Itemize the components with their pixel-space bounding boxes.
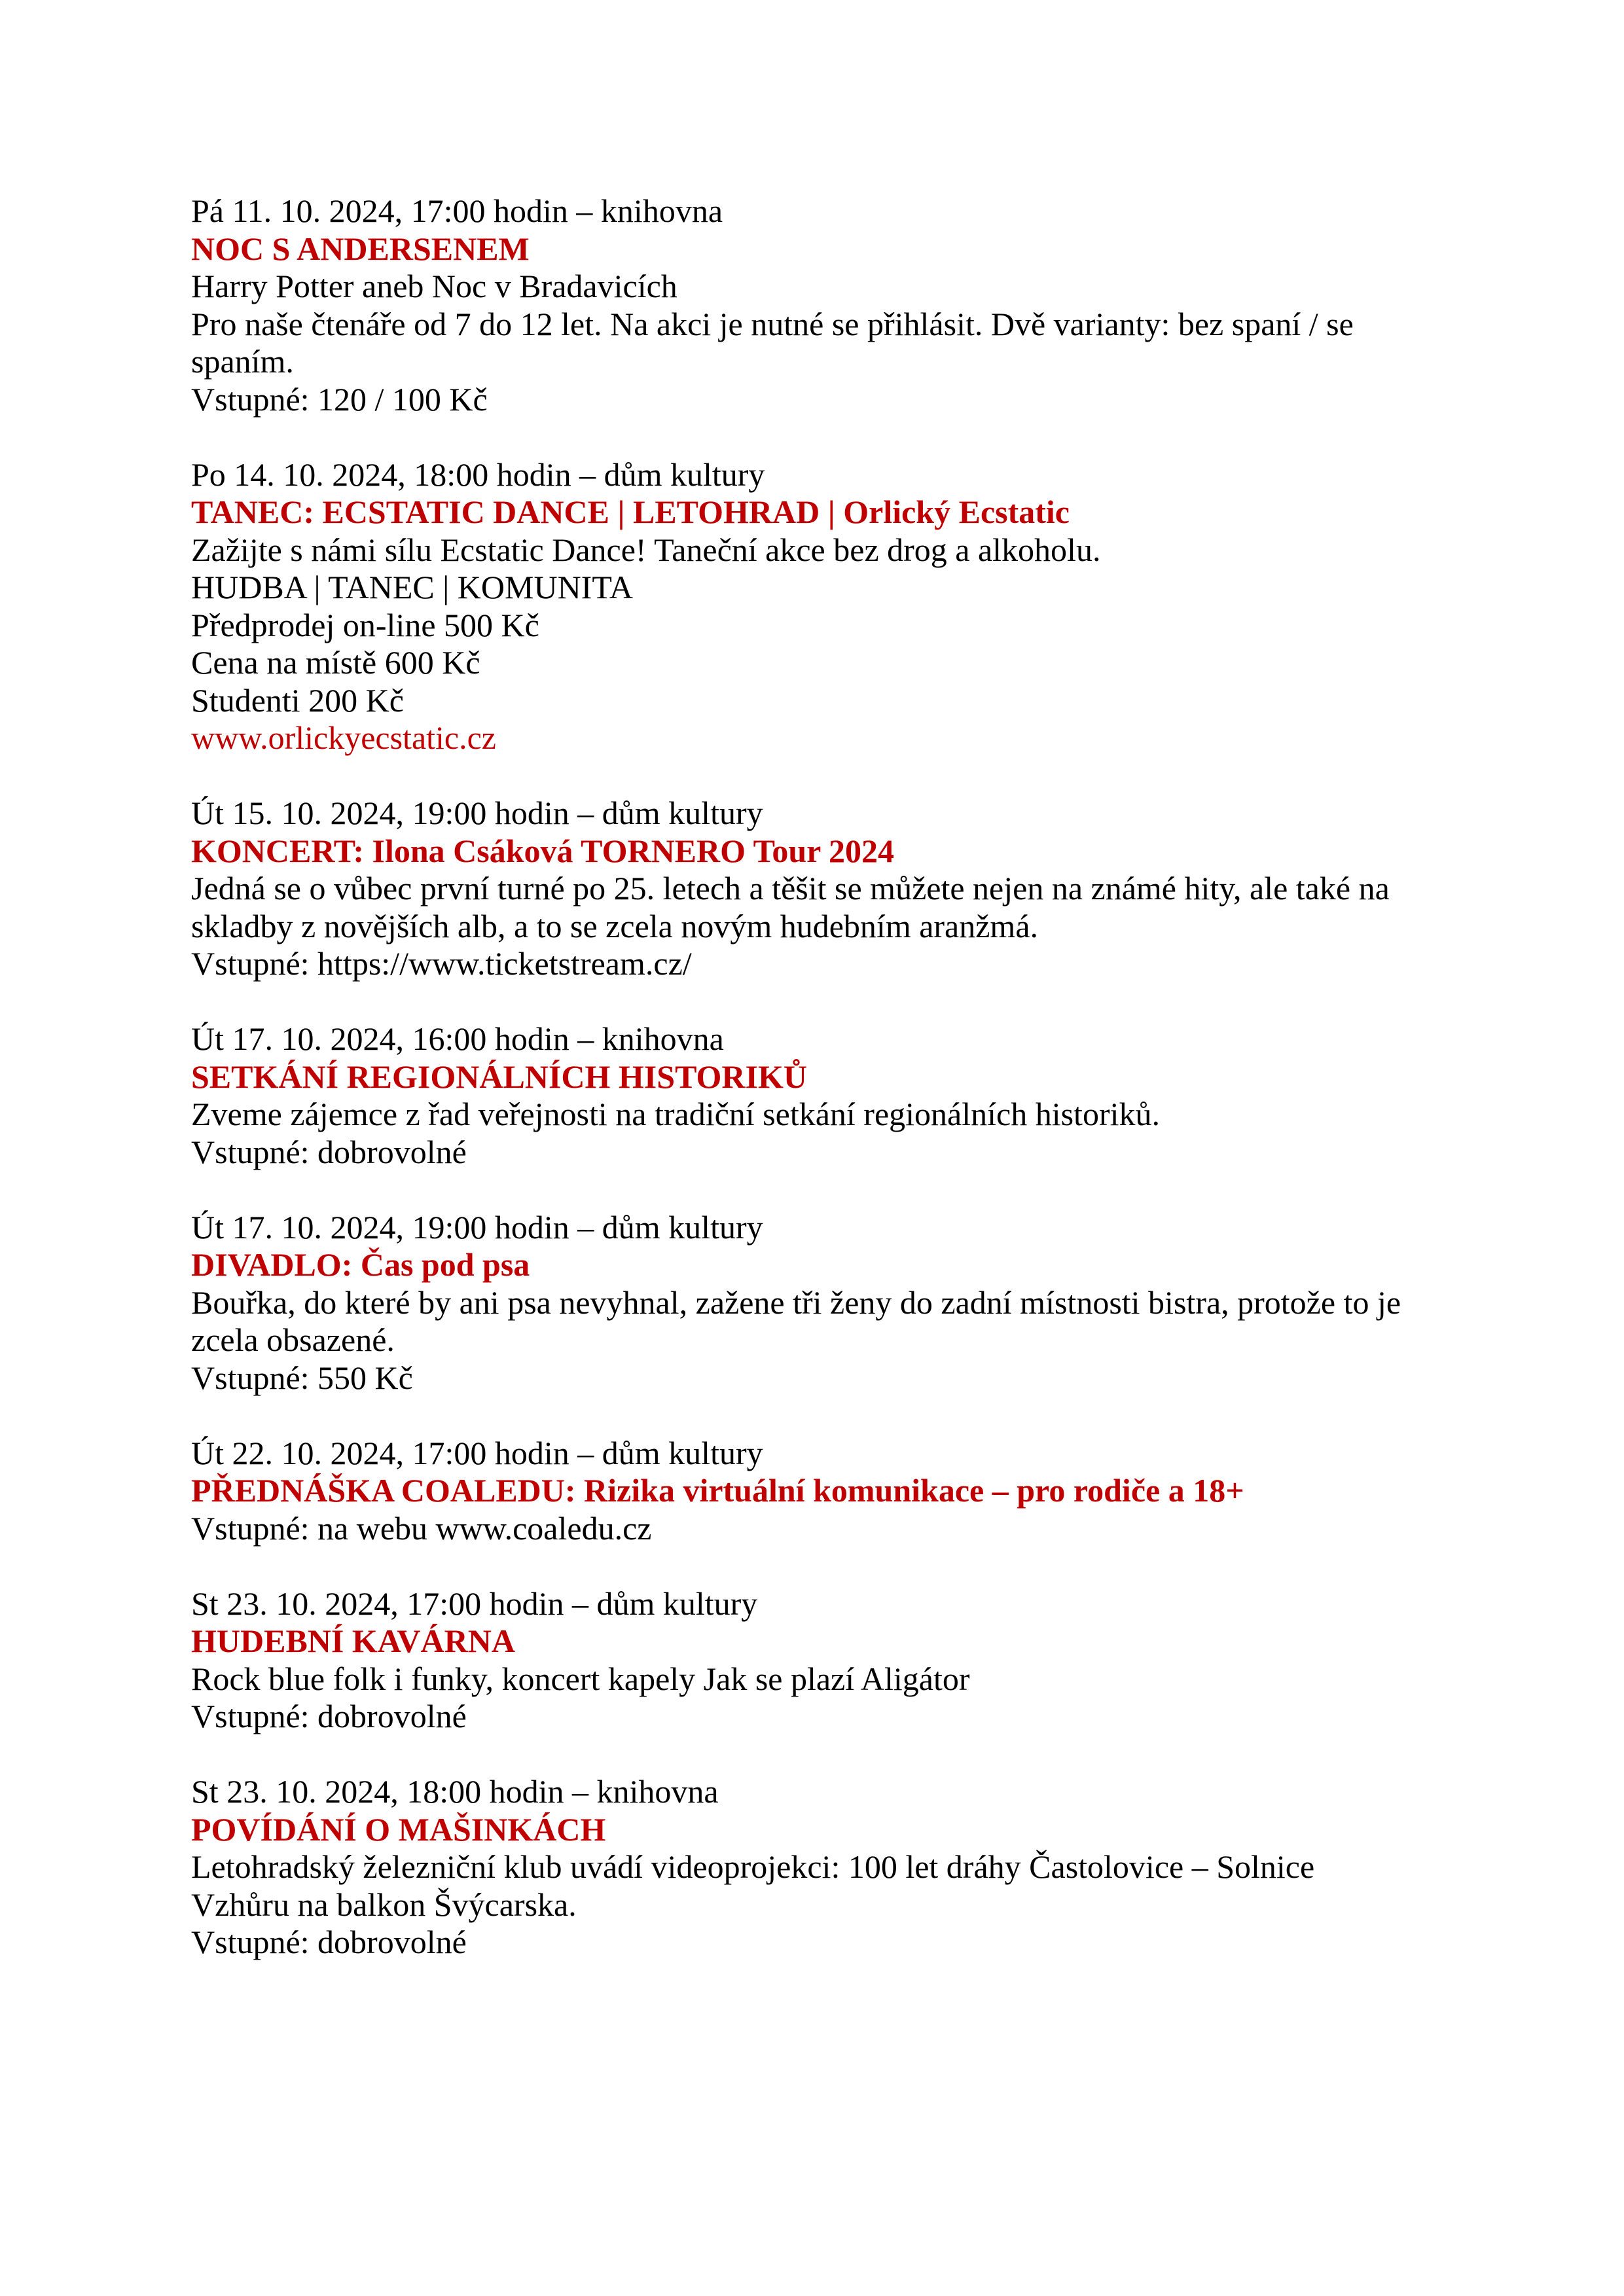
event-date: St 23. 10. 2024, 17:00 hodin – dům kultury (191, 1585, 758, 1622)
event-body-line: Studenti 200 Kč (191, 681, 404, 719)
event-date: Po 14. 10. 2024, 18:00 hodin – dům kultury (191, 456, 765, 493)
event-date: Út 17. 10. 2024, 19:00 hodin – dům kultury (191, 1208, 763, 1246)
event-title: DIVADLO: Čas pod psa (191, 1246, 530, 1283)
event-date: Út 17. 10. 2024, 16:00 hodin – knihovna (191, 1020, 724, 1057)
event-body-line: Harry Potter aneb Noc v Bradavicích (191, 268, 677, 304)
event-block (191, 1435, 1428, 1548)
event-body-line: Vstupné: na webu www.coaledu.cz (191, 1509, 652, 1547)
event-body-line: zcela obsazené. (191, 1321, 395, 1358)
event-link-url[interactable]: www.orlickyecstatic.cz (191, 719, 496, 756)
event-block (191, 192, 1428, 418)
events-list (191, 192, 1428, 1962)
event-title: TANEC: ECSTATIC DANCE | LETOHRAD | Orlický Ecstatic (191, 493, 1070, 530)
event-body-line: Předprodej on-line 500 Kč (191, 606, 539, 643)
event-date: Pá 11. 10. 2024, 17:00 hodin – knihovna (191, 192, 723, 229)
event-title: SETKÁNÍ REGIONÁLNÍCH HISTORIKŮ (191, 1058, 807, 1095)
event-body-line: Zveme zájemce z řad veřejnosti na tradiční setkání regionálních historiků. (191, 1096, 1160, 1132)
event-title: PŘEDNÁŠKA COALEDU: Rizika virtuální komunikace – pro rodiče a 18+ (191, 1472, 1244, 1509)
event-title: KONCERT: Ilona Csáková TORNERO Tour 2024 (191, 832, 894, 869)
event-body-line: Vstupné: 550 Kč (191, 1359, 413, 1396)
event-body-line: Bouřka, do které by ani psa nevyhnal, zažene tři ženy do zadní místnosti bistra, protože to je (191, 1283, 1401, 1321)
event-date: St 23. 10. 2024, 18:00 hodin – knihovna (191, 1773, 719, 1810)
event-title: HUDEBNÍ KAVÁRNA (191, 1623, 515, 1659)
event-body-line: Pro naše čtenáře od 7 do 12 let. Na akci je nutné se přihlásit. Dvě varianty: bez spaní / se (191, 305, 1354, 342)
event-body-line: Jedná se o vůbec první turné po 25. letech a těšit se můžete nejen na známé hity, ale také na (191, 870, 1390, 906)
event-block (191, 1020, 1428, 1171)
event-block (191, 1209, 1428, 1397)
event-body-line: Rock blue folk i funky, koncert kapely Jak se plazí Aligátor (191, 1660, 970, 1697)
event-body-line: Vstupné: dobrovolné (191, 1698, 467, 1734)
event-body-line: Zažijte s námi sílu Ecstatic Dance! Taneční akce bez drog a alkoholu. (191, 531, 1101, 568)
event-body-line: Vstupné: dobrovolné (191, 1924, 467, 1960)
event-title: NOC S ANDERSENEM (191, 230, 530, 267)
event-body-line: Vstupné: dobrovolné (191, 1133, 467, 1170)
event-body-line: spaním. (191, 343, 294, 380)
event-block (191, 1585, 1428, 1736)
event-block (191, 795, 1428, 983)
event-body-line: Vzhůru na balkon Švýcarska. (191, 1886, 577, 1923)
event-date: Út 15. 10. 2024, 19:00 hodin – dům kultury (191, 795, 763, 831)
event-body-line: Vstupné: https://www.ticketstream.cz/ (191, 945, 692, 982)
event-block (191, 1773, 1428, 1962)
event-title: POVÍDÁNÍ O MAŠINKÁCH (191, 1810, 606, 1848)
event-body-line: Vstupné: 120 / 100 Kč (191, 380, 488, 418)
event-body-line: Cena na místě 600 Kč (191, 644, 480, 681)
event-date: Út 22. 10. 2024, 17:00 hodin – dům kultury (191, 1434, 763, 1471)
event-body-line: HUDBA | TANEC | KOMUNITA (191, 569, 633, 605)
event-block (191, 456, 1428, 757)
event-body-line: skladby z novějších alb, a to se zcela novým hudebním aranžmá. (191, 907, 1039, 944)
event-body-line: Letohradský železniční klub uvádí videoprojekci: 100 let dráhy Častolovice – Solnice (191, 1848, 1315, 1885)
